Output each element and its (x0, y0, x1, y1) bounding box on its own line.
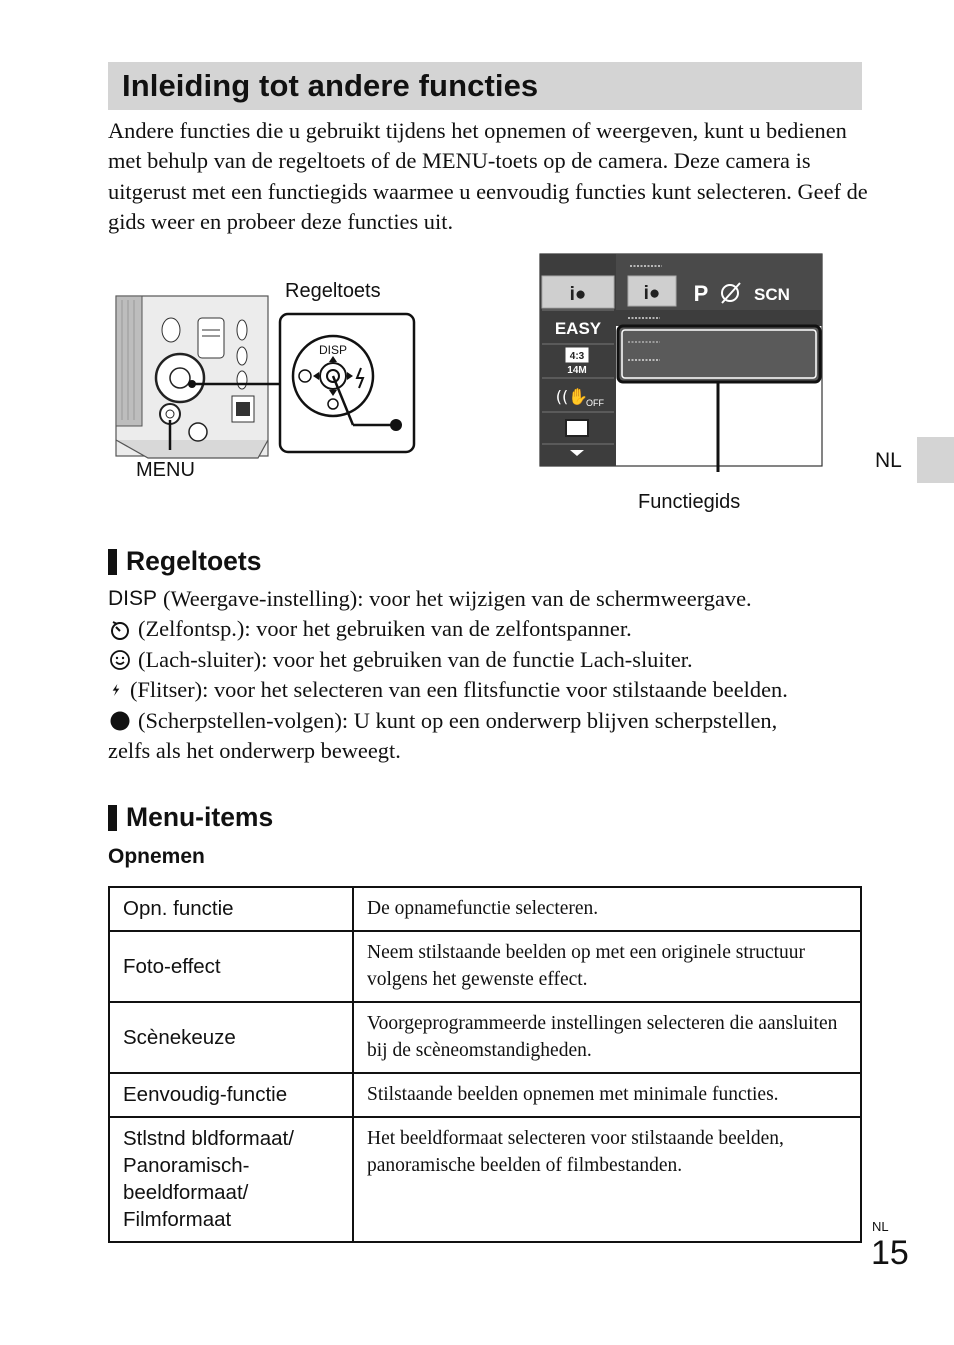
disp-line (108, 584, 868, 614)
item-description: Stilstaande beelden opnemen met minimale functies. (353, 1073, 861, 1117)
tracking-line-2 (108, 736, 868, 766)
page-title: Inleiding tot andere functies (122, 68, 539, 103)
table-row (109, 1117, 861, 1242)
item-description: Het beeldformaat selecteren voor stilstaande beelden, panoramische beelden of filmbestanden. (353, 1117, 861, 1242)
disp-inline-label: DISP (108, 587, 158, 610)
scn-label: SCN (754, 285, 790, 304)
section-marker (108, 805, 117, 831)
label-functiegids: Functiegids (638, 491, 741, 513)
item-description: Neem stilstaande beelden op met een originele structuur volgens het gewenste effect. (353, 931, 861, 1002)
disp-text: (Weergave-instelling): voor het wijzigen van de schermweergave. (163, 586, 752, 611)
section-heading-text: Menu-items (126, 802, 274, 832)
flash-text: (Flitser): voor het selecteren van een flitsfunctie voor stilstaande beelden. (130, 677, 788, 703)
flash-icon (108, 678, 124, 702)
svg-text:((✋: ((✋ (555, 387, 589, 406)
camera-figure (108, 250, 868, 530)
item-name: Opn. functie (109, 887, 353, 931)
section-heading-menu-items (108, 802, 273, 833)
size-label: 14M (567, 365, 587, 376)
item-name: Foto-effect (109, 931, 353, 1002)
section-heading-text: Regeltoets (126, 546, 262, 576)
intro-paragraph: Andere functies die u gebruikt tijdens het opnemen of weergeven, kunt u bedienen met behulp van de regeltoets of de MENU-toets op de camera. Deze camera is uitgerust met een functiegids waarmee u eenvoudig functies kunt selecteren. Geef de gids weer en probeer deze functies uit. (108, 118, 868, 235)
item-description: Voorgeprogrammeerde instellingen selecteren die aansluiten bij de scèneomstandigheden. (353, 1002, 861, 1073)
menu-items-table (108, 886, 862, 1243)
camera-illustration (108, 290, 428, 520)
tracking-focus-icon (108, 709, 132, 733)
svg-text:i●: i● (569, 284, 587, 305)
subheading-opnemen: Opnemen (108, 845, 205, 868)
title-bar (108, 62, 862, 110)
item-name: Scènekeuze (109, 1002, 353, 1073)
table-row (109, 931, 861, 1002)
tracking-text-2: zelfs als het onderwerp beweegt. (108, 738, 401, 764)
table-row (109, 1073, 861, 1117)
item-name: Stlstnd bldformaat/ Panoramisch-beeldformaat/ Filmformaat (109, 1117, 353, 1242)
tracking-line (108, 706, 868, 736)
selftimer-text: (Zelfontsp.): voor het gebruiken van de zelfontspanner. (138, 616, 632, 642)
regeltoets-description (108, 584, 868, 766)
page-language: NL (872, 1219, 889, 1234)
selftimer-line (108, 614, 868, 644)
table-row (109, 887, 861, 931)
tracking-text: (Scherpstellen-volgen): U kunt op een onderwerp blijven scherpstellen, (138, 707, 778, 733)
section-marker (108, 549, 117, 575)
svg-text:i●: i● (643, 283, 661, 304)
p-mode-label: P (693, 281, 709, 306)
smile-line (108, 645, 868, 675)
label-regeltoets: Regeltoets (285, 280, 381, 302)
lcd-screen (538, 252, 828, 472)
smile-icon (108, 648, 132, 672)
language-tab (917, 437, 954, 483)
item-name: Eenvoudig-functie (109, 1073, 353, 1117)
smile-text: (Lach-sluiter): voor het gebruiken van de functie Lach-sluiter. (138, 646, 693, 672)
page-number: 15 (871, 1234, 909, 1272)
flash-line (108, 675, 868, 705)
easy-label: EASY (554, 319, 602, 338)
disp-label: DISP (318, 343, 348, 357)
label-menu: MENU (136, 459, 195, 481)
table-row (109, 1002, 861, 1073)
off-label: OFF (586, 398, 604, 408)
ratio-label: 4:3 (569, 351, 585, 362)
item-description: De opnamefunctie selecteren. (353, 887, 861, 931)
section-heading-regeltoets (108, 546, 261, 577)
self-timer-icon (108, 618, 132, 642)
language-tab-label: NL (875, 449, 902, 472)
